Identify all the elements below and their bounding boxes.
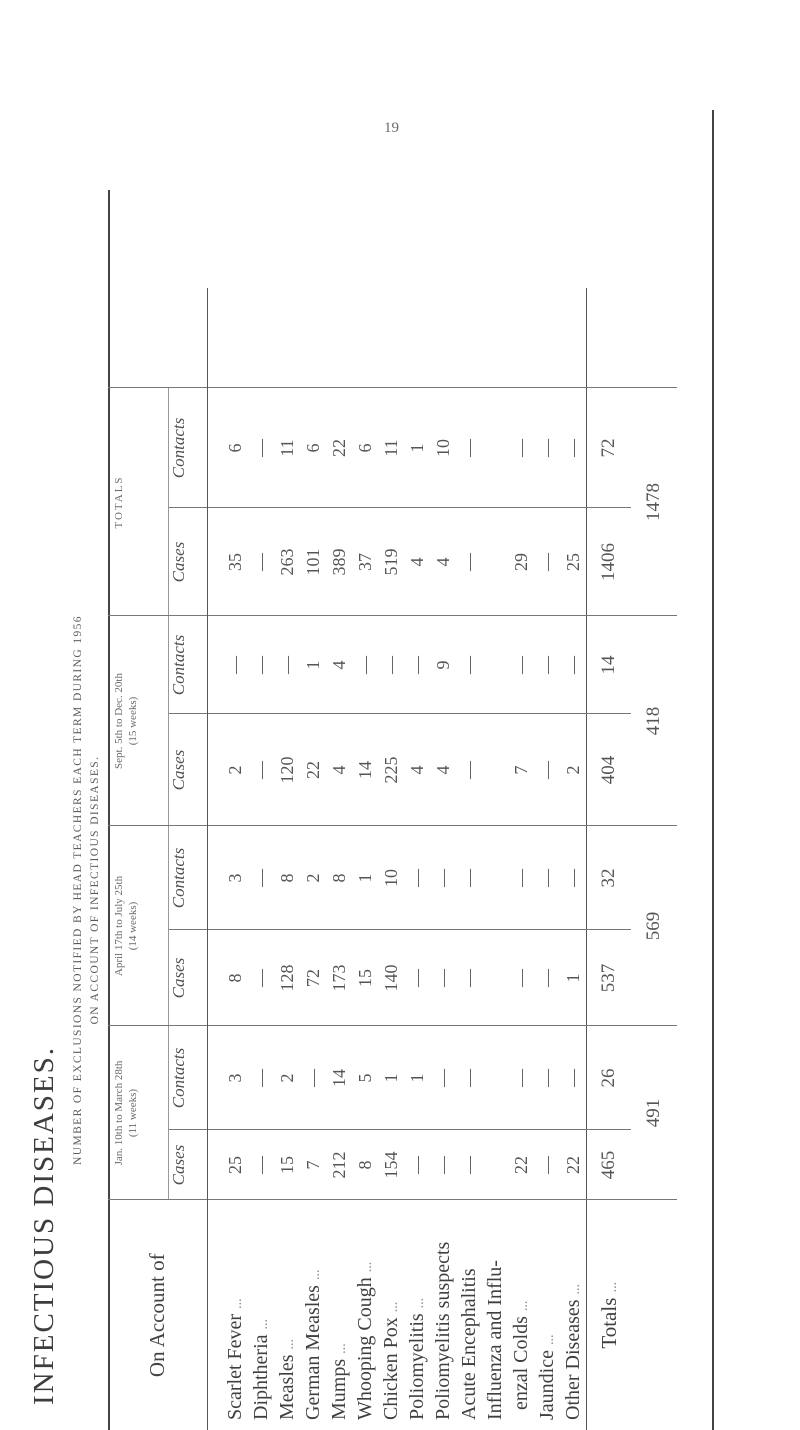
table-cell xyxy=(482,931,508,1026)
row-label: enzal Colds ... xyxy=(510,1300,532,1410)
table-cell: 5 xyxy=(355,1073,375,1083)
table-cell: 1 xyxy=(407,1073,427,1083)
period-3-dates: Sept. 5th to Dec. 20th xyxy=(113,673,125,769)
table-cell: — xyxy=(537,553,557,571)
table-cell: — xyxy=(459,553,479,571)
table-cell: 14 xyxy=(329,1069,349,1087)
subhead-cases: Cases xyxy=(169,1130,208,1200)
table-cell: — xyxy=(459,1069,479,1087)
table-cell: 7 xyxy=(303,1160,323,1170)
table-cell: — xyxy=(459,969,479,987)
table-cell: 6 xyxy=(355,443,375,453)
table-cell: — xyxy=(459,869,479,887)
table-cell: — xyxy=(355,656,375,674)
table-cell: — xyxy=(563,1069,583,1087)
table-cell: 1 xyxy=(355,873,375,883)
subhead-contacts: Contacts xyxy=(169,1026,208,1130)
table-cell: — xyxy=(563,869,583,887)
subhead-contacts: Contacts xyxy=(169,826,208,930)
table-cell: — xyxy=(225,656,245,674)
disease-labels xyxy=(208,1200,587,1430)
table-cell: — xyxy=(537,969,557,987)
blank-subhead-cell xyxy=(169,288,208,388)
table-cell: 128 xyxy=(277,964,297,992)
col-total-contacts xyxy=(208,388,587,508)
col-p3-cases xyxy=(208,714,587,826)
exclusions-table xyxy=(108,288,677,1430)
table-cell: — xyxy=(251,761,271,779)
table-cell: 15 xyxy=(355,969,375,987)
period-1-weeks: (11 weeks) xyxy=(127,1088,139,1138)
table-cell: — xyxy=(433,869,453,887)
table-cell: 2 xyxy=(303,873,323,883)
table-cell: 9 xyxy=(433,660,453,670)
table-cell: — xyxy=(251,869,271,887)
grand-total-period-3: 418 xyxy=(631,616,677,826)
table-cell: 8 xyxy=(277,873,297,883)
table-cell: 519 xyxy=(381,548,401,576)
total-p2-contacts: 32 xyxy=(587,826,632,930)
header-row-periods xyxy=(108,288,169,1430)
row-label: Other Diseases ... xyxy=(562,1283,584,1420)
table-cell: 2 xyxy=(563,765,583,775)
col-p3-contacts xyxy=(208,616,587,714)
table-cell: — xyxy=(511,439,531,457)
table-cell: 10 xyxy=(433,439,453,457)
table-cell: 225 xyxy=(381,756,401,784)
table-cell xyxy=(482,509,508,616)
table-cell: — xyxy=(537,761,557,779)
total-all-contacts: 72 xyxy=(587,388,632,508)
totals-label: Totals ... xyxy=(587,1200,632,1430)
totals-header-label: TOTALS xyxy=(113,475,125,529)
table-cell: 4 xyxy=(407,765,427,775)
blank-grand-label xyxy=(631,1200,677,1430)
table-cell: 22 xyxy=(329,439,349,457)
table-cell: 25 xyxy=(225,1156,245,1174)
subhead-contacts: Contacts xyxy=(169,388,208,508)
table-cell: 4 xyxy=(329,660,349,670)
table-cell: — xyxy=(537,1156,557,1174)
blank-body-cell xyxy=(208,288,587,388)
table-cell: — xyxy=(537,1069,557,1087)
period-header-3 xyxy=(108,616,169,826)
table-cell: — xyxy=(459,1156,479,1174)
table-cell: — xyxy=(433,1069,453,1087)
table-cell: — xyxy=(251,1156,271,1174)
table-cell: — xyxy=(381,656,401,674)
body-row xyxy=(208,288,587,1430)
table-cell: — xyxy=(511,969,531,987)
subhead-cases: Cases xyxy=(169,714,208,826)
table-cell: 15 xyxy=(277,1156,297,1174)
table-cell xyxy=(482,389,508,508)
table-cell: 4 xyxy=(329,765,349,775)
row-label: Acute Encephalitis xyxy=(458,1268,480,1420)
table-cell: 35 xyxy=(225,553,245,571)
table-cell: 173 xyxy=(329,964,349,992)
table-cell: 2 xyxy=(277,1073,297,1083)
table-cell: — xyxy=(251,969,271,987)
table-cell xyxy=(482,715,508,826)
subtitle-line-1: NUMBER OF EXCLUSIONS NOTIFIED BY HEAD TEACHERS EACH TERM DURING 1956 xyxy=(72,615,84,1165)
col-p2-cases xyxy=(208,930,587,1026)
grand-total-period-1: 491 xyxy=(631,1026,677,1200)
table-cell: 101 xyxy=(303,548,323,576)
table-cell xyxy=(482,617,508,714)
table-cell: 4 xyxy=(433,765,453,775)
grand-total-all: 1478 xyxy=(631,388,677,616)
table-cell: 7 xyxy=(511,765,531,775)
subtitle-line-2: ON ACCOUNT OF INFECTIOUS DISEASES. xyxy=(89,755,101,1025)
table-cell xyxy=(482,827,508,930)
table-cell: — xyxy=(303,1069,323,1087)
table-cell: 3 xyxy=(225,873,245,883)
row-label: Poliomyelitis suspects xyxy=(432,1241,454,1420)
total-p1-contacts: 26 xyxy=(587,1026,632,1130)
table-cell: 22 xyxy=(511,1156,531,1174)
table-cell: 1 xyxy=(563,973,583,983)
table-cell: 10 xyxy=(381,869,401,887)
table-cell: — xyxy=(511,656,531,674)
table-cell: 3 xyxy=(225,1073,245,1083)
period-header-2 xyxy=(108,826,169,1026)
table-cell: 4 xyxy=(433,557,453,567)
table-cell xyxy=(482,1027,508,1130)
blank-header-cell xyxy=(108,288,169,388)
column-header-account: On Account of xyxy=(108,1200,208,1430)
period-2-weeks: (14 weeks) xyxy=(127,901,139,951)
row-label: Chicken Pox ... xyxy=(380,1301,402,1420)
table-cell: — xyxy=(251,439,271,457)
table-cell: — xyxy=(433,969,453,987)
table-cell: — xyxy=(459,656,479,674)
table-cell: — xyxy=(511,869,531,887)
table-cell: — xyxy=(407,656,427,674)
table-cell: 72 xyxy=(303,969,323,987)
totals-row xyxy=(587,288,632,1430)
table-cell: — xyxy=(537,656,557,674)
table-cell: — xyxy=(563,439,583,457)
table-cell: 6 xyxy=(225,443,245,453)
table-cell: 8 xyxy=(329,873,349,883)
total-p3-contacts: 14 xyxy=(587,616,632,714)
subhead-cases: Cases xyxy=(169,508,208,616)
period-3-weeks: (15 weeks) xyxy=(127,696,139,746)
table-cell: 140 xyxy=(381,964,401,992)
table-cell: — xyxy=(433,1156,453,1174)
table-cell xyxy=(482,1131,508,1200)
table-cell: — xyxy=(407,969,427,987)
table-cell: — xyxy=(459,761,479,779)
period-header-1 xyxy=(108,1026,169,1200)
col-p1-cases xyxy=(208,1130,587,1200)
total-p3-cases: 404 xyxy=(587,714,632,826)
row-label: Influenza and Influ- xyxy=(484,1260,506,1420)
row-label: Scarlet Fever ... xyxy=(224,1298,246,1420)
table-cell: 2 xyxy=(225,765,245,775)
table-cell: 11 xyxy=(277,439,297,457)
table-cell: 14 xyxy=(355,761,375,779)
table-cell: 389 xyxy=(329,548,349,576)
period-2-dates: April 17th to July 25th xyxy=(113,875,125,977)
table-cell: — xyxy=(251,553,271,571)
col-total-cases xyxy=(208,508,587,616)
table-cell: 29 xyxy=(511,553,531,571)
table-cell: 11 xyxy=(381,439,401,457)
row-label: German Measles ... xyxy=(302,1269,324,1420)
row-label: Jaundice ... xyxy=(536,1334,558,1420)
table-cell: — xyxy=(563,656,583,674)
table-cell: 25 xyxy=(563,553,583,571)
table-cell: 6 xyxy=(303,443,323,453)
row-label: Diphtheria ... xyxy=(250,1318,272,1420)
table-cell: 4 xyxy=(407,557,427,567)
table-cell: — xyxy=(511,1069,531,1087)
total-all-cases: 1406 xyxy=(587,508,632,616)
blank-grand-cell xyxy=(631,288,677,388)
table-cell: 263 xyxy=(277,548,297,576)
table-cell: — xyxy=(459,439,479,457)
table-cell: 120 xyxy=(277,756,297,784)
table-cell: — xyxy=(537,869,557,887)
page-title: INFECTIOUS DISEASES. xyxy=(28,1045,60,1405)
row-label: Whooping Cough ... xyxy=(354,1261,376,1420)
subhead-cases: Cases xyxy=(169,930,208,1026)
table-cell: — xyxy=(537,439,557,457)
page-subtitle xyxy=(70,460,104,1320)
period-header-totals xyxy=(108,388,169,616)
page-number: 19 xyxy=(384,120,399,136)
table-cell: 8 xyxy=(355,1160,375,1170)
table-cell: 212 xyxy=(329,1151,349,1179)
table-bottom-rule xyxy=(712,110,714,1430)
total-p1-cases: 465 xyxy=(587,1130,632,1200)
table-cell: 154 xyxy=(381,1151,401,1179)
col-p1-contacts xyxy=(208,1026,587,1130)
period-1-dates: Jan. 10th to March 28th xyxy=(113,1060,125,1166)
table-cell: 1 xyxy=(407,443,427,453)
table-cell: 1 xyxy=(303,660,323,670)
col-p2-contacts xyxy=(208,826,587,930)
blank-total-cell xyxy=(587,288,632,388)
table-cell: — xyxy=(251,1069,271,1087)
table-cell: — xyxy=(407,1156,427,1174)
row-label: Measles ... xyxy=(276,1338,298,1420)
row-label: Mumps ... xyxy=(328,1343,350,1420)
grand-totals-row xyxy=(631,288,677,1430)
subhead-contacts: Contacts xyxy=(169,616,208,714)
table-cell: 1 xyxy=(381,1073,401,1083)
table-cell: 8 xyxy=(225,973,245,983)
table-cell: 22 xyxy=(563,1156,583,1174)
grand-total-period-2: 569 xyxy=(631,826,677,1026)
table-cell: — xyxy=(277,656,297,674)
table-cell: 22 xyxy=(303,761,323,779)
table-cell: — xyxy=(251,656,271,674)
total-p2-cases: 537 xyxy=(587,930,632,1026)
table-cell: 37 xyxy=(355,553,375,571)
row-label: Poliomyelitis ... xyxy=(406,1297,428,1420)
table-cell: — xyxy=(407,869,427,887)
